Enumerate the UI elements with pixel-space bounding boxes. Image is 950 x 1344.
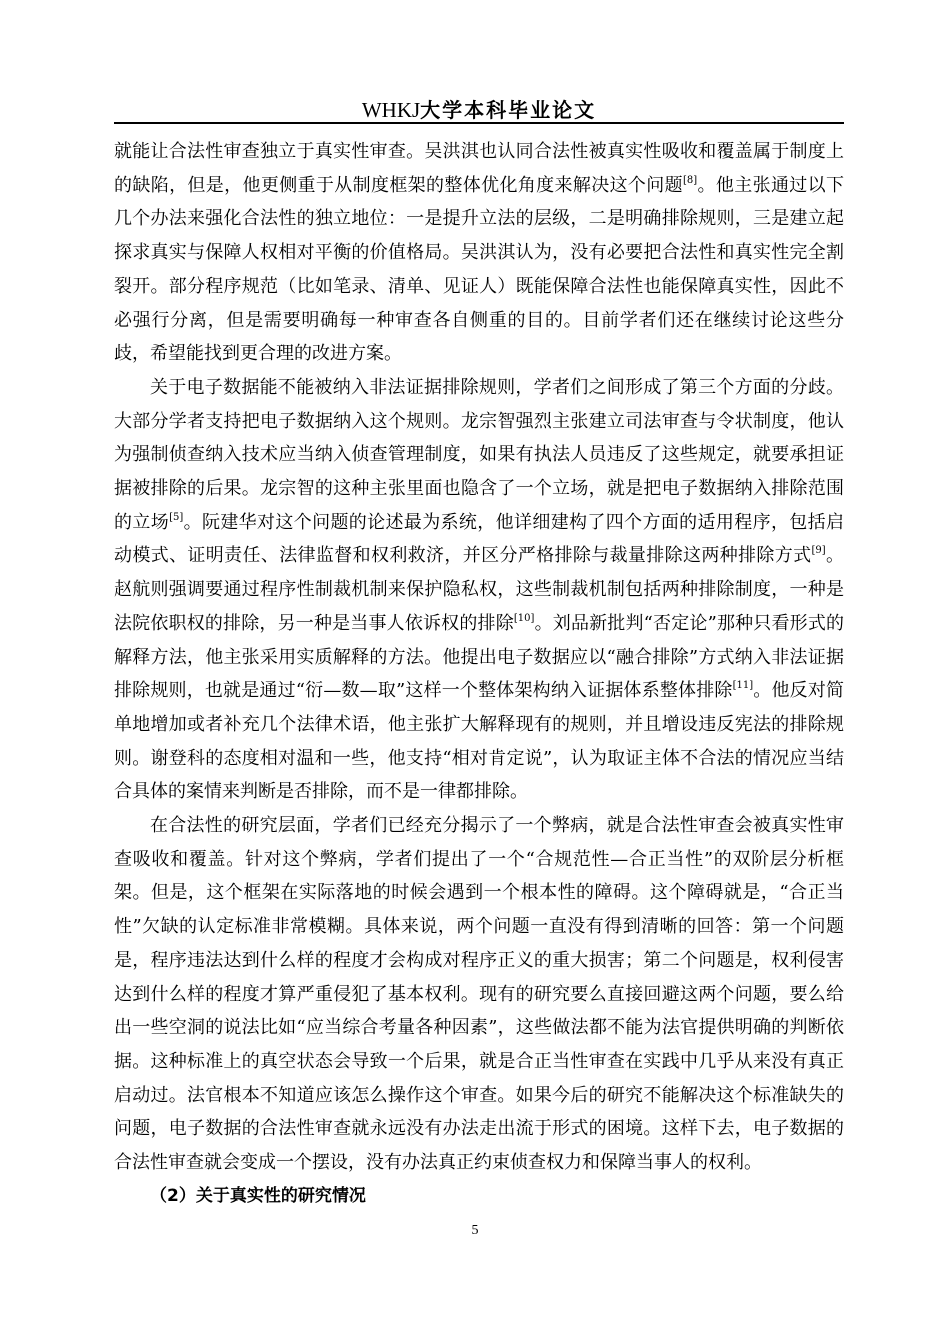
citation-marker: [9]: [811, 545, 826, 557]
section-subheading: （2）关于真实性的研究情况: [150, 1185, 366, 1206]
text-run: 在合法性的研究层面，学者们已经充分揭示了一个弊病，就是合法性审查会被真实性审查吸收和覆盖。针对这个弊病，学者们提出了一个“合规范性—合正当性”的双阶层分析框架。但是，这个框架在实际落地的时候会遇到一个根本性的障碍。这个障碍就是，“合正当性”欠缺的认定标准非常模糊。具体来说，两个问题一直没有得到清晰的回答：第一个问题是，程序违法达到什么样的程度才会构成对程序正义的重大损害；第二个问题是，权利侵害达到什么样的程度才算严重侵犯了基本权利。现有的研究要么直接回避这两个问题，要么给出一些空洞的说法比如“应当综合考量各种因素”，这些做法都不能为法官提供明确的判断依据。这种标准上的真空状态会导致一个后果，就是合正当性审查在实践中几乎从来没有真正启动过。法官根本不知道应该怎么操作这个审查。如果今后的研究不能解决这个标准缺失的问题，电子数据的合法性审查就永远没有办法走出流于形式的困境。这样下去，电子数据的合法性审查就会变成一个摆设，没有办法真正约束侦查权力和保障当事人的权利。: [114, 815, 844, 1174]
text-run: 。他主张通过以下几个办法来强化合法性的独立地位：一是提升立法的层级，二是明确排除规则，三是建立起探求真实与保障人权相对平衡的价值格局。吴洪淇认为，没有必要把合法性和真实性完全割裂开。部分程序规范（比如笔录、清单、见证人）既能保障合法性也能保障真实性，因此不必强行分离，但是需要明确每一种审查各自侧重的目的。目前学者们还在继续讨论这些分歧，希望能找到更合理的改进方案。: [114, 174, 845, 365]
header-title: 大学本科毕业论文: [420, 98, 597, 122]
page-header: [114, 94, 844, 122]
text-run: 。他反对简单地增加或者补充几个法律术语，他主张扩大解释现有的规则，并且增设违反宪法的排除规则。谢登科的态度相对温和一些，他支持“相对肯定说”，认为取证主体不合法的情况应当结合具体的案情来判断是否排除，而不是一律都排除。: [114, 680, 845, 803]
text-run: 。赵航则强调要通过程序性制裁机制来保护隐私权，这些制裁机制包括两种排除制度，一种是法院依职权的排除，另一种是当事人依诉权的排除: [114, 545, 845, 634]
header-brand: WHKJ: [361, 98, 421, 122]
citation-marker: [10]: [513, 612, 535, 624]
body-paragraph: [114, 135, 844, 371]
paragraph-list: [114, 135, 844, 1180]
body-text: [114, 135, 844, 1214]
text-run: 。阮建华对这个问题的论述最为系统，他详细建构了四个方面的适用程序，包括启动模式、证明责任、法律监督和权利救济，并区分严格排除与裁量排除这两种排除方式: [114, 511, 845, 567]
citation-marker: [5]: [169, 511, 184, 523]
body-paragraph: [114, 809, 844, 1180]
citation-marker: [11]: [732, 680, 754, 692]
citation-marker: [8]: [683, 174, 698, 186]
text-run: 。刘品新批判“否定论”那种只看形式的解释方法，他主张采用实质解释的方法。他提出电子数据应以“融合排除”方式纳入非法证据排除规则，也就是通过“衍—数—取”这样一个整体架构纳入证据体系整体排除: [114, 612, 845, 702]
header-rule: [114, 122, 844, 124]
body-paragraph: [114, 371, 844, 809]
text-run: 就能让合法性审查独立于真实性审查。吴洪淇也认同合法性被真实性吸收和覆盖属于制度上的缺陷，但是，他更侧重于从制度框架的整体优化角度来解决这个问题: [114, 141, 844, 196]
text-run: 关于电子数据能不能被纳入非法证据排除规则，学者们之间形成了第三个方面的分歧。大部分学者支持把电子数据纳入这个规则。龙宗智强烈主张建立司法审查与令状制度，他认为强制侦查纳入技术应当纳入侦查管理制度，如果有执法人员违反了这些规定，就要承担证据被排除的后果。龙宗智的这种主张里面也隐含了一个立场，就是把电子数据纳入排除范围的立场: [114, 376, 844, 533]
page-number: 5: [471, 1223, 479, 1238]
